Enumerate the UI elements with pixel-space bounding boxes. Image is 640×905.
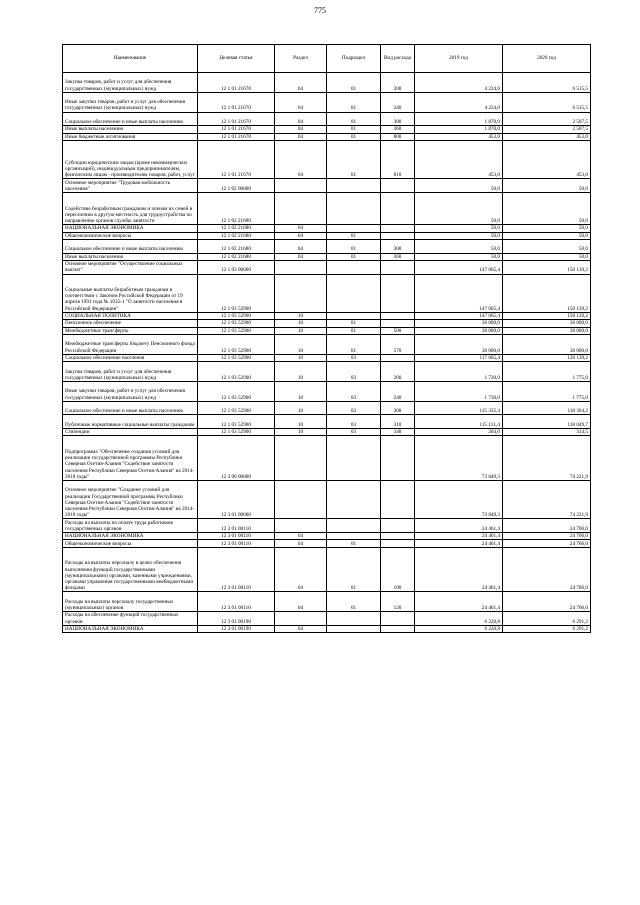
row-amount-2019: 6 220,8: [415, 612, 503, 626]
row-target-article: 12 3 01 00110: [198, 540, 275, 547]
row-name: Межбюджетные трансферты: [63, 327, 198, 334]
row-amount-2019: 147 065,4: [415, 312, 503, 319]
row-target-article: 12 3 01 00110: [198, 519, 275, 533]
row-target-article: 12 3 00 00000: [198, 436, 275, 481]
row-amount-2020: 24 706,0: [503, 533, 591, 540]
row-subsection: 01: [327, 253, 381, 260]
row-name: Расходы на выплаты по оплате труда работников государственных органов: [63, 519, 198, 533]
row-name: Социальное обеспечение и иные выплаты населению: [63, 401, 198, 415]
row-amount-2020: 50,0: [503, 192, 591, 224]
row-subsection: 01: [327, 327, 381, 334]
row-amount-2019: 50,0: [415, 239, 503, 253]
row-target-article: 12 1 01 21670: [198, 112, 275, 126]
row-target-article: 12 1 02 21680: [198, 253, 275, 260]
header-expense-type: Вид расхода: [381, 45, 415, 73]
row-name: Пенсионное обеспечение: [63, 320, 198, 327]
row-expense-type: [381, 225, 415, 232]
table-row: [63, 126, 591, 133]
row-section: [275, 481, 327, 519]
row-subsection: 03: [327, 401, 381, 415]
row-subsection: 03: [327, 429, 381, 436]
row-amount-2020: 50,0: [503, 179, 591, 193]
row-subsection: 01: [327, 335, 381, 355]
table-row: [63, 192, 591, 224]
row-expense-type: [381, 481, 415, 519]
row-target-article: 12 1 03 52900: [198, 401, 275, 415]
row-amount-2019: 24 461,4: [415, 540, 503, 547]
row-amount-2019: 30 000,0: [415, 327, 503, 334]
table-row: [63, 312, 591, 319]
table-row: [63, 612, 591, 626]
row-expense-type: [381, 260, 415, 274]
table-row: [63, 540, 591, 547]
row-amount-2019: 50,0: [415, 225, 503, 232]
row-subsection: 01: [327, 133, 381, 140]
row-name: Публичные нормативные социальные выплаты гражданам: [63, 415, 198, 429]
row-subsection: [327, 625, 381, 632]
row-name: Основное мероприятие "Осуществление социальных выплат": [63, 260, 198, 274]
row-section: [275, 179, 327, 193]
row-expense-type: 340: [381, 429, 415, 436]
row-amount-2020: 50,0: [503, 239, 591, 253]
row-target-article: 12 1 02 21680: [198, 232, 275, 239]
row-target-article: 12 3 01 00110: [198, 547, 275, 592]
table-row: [63, 239, 591, 253]
row-target-article: 12 1 03 52900: [198, 415, 275, 429]
table-row: [63, 625, 591, 632]
row-name: Подпрограмма "Обеспечение создания условий для реализации государственной программы Республики Северная Осетия-Алания "Содействие занятости населения Республики Северная Осетия-Алания" на 2014-2018 годы": [63, 436, 198, 481]
row-amount-2020: 24 706,0: [503, 519, 591, 533]
row-section: 04: [275, 547, 327, 592]
table-row: [63, 362, 591, 382]
row-amount-2019: 6 220,8: [415, 625, 503, 632]
row-name: Социальное обеспечение и иные выплаты населению: [63, 112, 198, 126]
row-amount-2020: 2 507,5: [503, 126, 591, 133]
row-target-article: 12 1 03 52900: [198, 335, 275, 355]
row-subsection: 03: [327, 354, 381, 361]
row-expense-type: 120: [381, 592, 415, 612]
row-expense-type: [381, 312, 415, 319]
row-expense-type: [381, 192, 415, 224]
row-amount-2019: 24 461,4: [415, 519, 503, 533]
row-expense-type: 800: [381, 133, 415, 140]
row-name: Социальное обеспечение населения: [63, 354, 198, 361]
row-amount-2019: 453,0: [415, 140, 503, 178]
row-amount-2020: 6 515,5: [503, 73, 591, 93]
row-subsection: 03: [327, 362, 381, 382]
table-row: [63, 260, 591, 274]
table-row: [63, 232, 591, 239]
row-target-article: 12 1 03 52900: [198, 327, 275, 334]
row-subsection: [327, 225, 381, 232]
table-row: [63, 401, 591, 415]
header-target-article: Целевая статья: [198, 45, 275, 73]
row-expense-type: [381, 179, 415, 193]
row-expense-type: 360: [381, 126, 415, 133]
header-subsection: Подраздел: [327, 45, 381, 73]
row-amount-2020: 150 139,2: [503, 274, 591, 312]
row-expense-type: [381, 232, 415, 239]
row-amount-2020: 118 364,2: [503, 401, 591, 415]
row-subsection: [327, 612, 381, 626]
row-expense-type: 500: [381, 327, 415, 334]
row-section: [275, 519, 327, 533]
row-amount-2019: 147 065,4: [415, 260, 503, 274]
row-expense-type: 300: [381, 239, 415, 253]
row-target-article: 12 3 01 00000: [198, 481, 275, 519]
row-name: Закупка товаров, работ и услуг для обеспечения государственных (муниципальных) нужд: [63, 73, 198, 93]
row-section: 10: [275, 354, 327, 361]
row-expense-type: [381, 320, 415, 327]
row-name: Стипендии: [63, 429, 198, 436]
row-name: Иные закупки товаров, работ и услуг для обеспечения государственных (муниципальных) нужд: [63, 92, 198, 112]
row-section: 04: [275, 112, 327, 126]
table-body: [63, 73, 591, 633]
row-subsection: [327, 192, 381, 224]
row-target-article: 12 3 01 00190: [198, 612, 275, 626]
row-section: 10: [275, 429, 327, 436]
row-subsection: [327, 260, 381, 274]
row-target-article: 12 1 01 21670: [198, 73, 275, 93]
row-name: Иные выплаты населению: [63, 253, 198, 260]
row-target-article: 12 1 03 52900: [198, 354, 275, 361]
row-amount-2019: 115 335,4: [415, 401, 503, 415]
row-expense-type: 100: [381, 547, 415, 592]
row-amount-2019: 24 461,4: [415, 533, 503, 540]
row-expense-type: 570: [381, 335, 415, 355]
row-section: 04: [275, 92, 327, 112]
row-amount-2019: 147 065,4: [415, 274, 503, 312]
table-row: [63, 140, 591, 178]
row-amount-2019: 1 730,0: [415, 382, 503, 402]
row-amount-2020: 1 775,0: [503, 362, 591, 382]
row-amount-2020: 6 291,2: [503, 625, 591, 632]
row-subsection: 03: [327, 382, 381, 402]
row-name: Межбюджетные трансферты бюджету Пенсионного фонда Российской Федерации: [63, 335, 198, 355]
row-subsection: 01: [327, 140, 381, 178]
row-section: [275, 612, 327, 626]
row-expense-type: 300: [381, 401, 415, 415]
table-row: [63, 429, 591, 436]
row-section: 04: [275, 253, 327, 260]
row-name: Закупка товаров, работ и услуг для обеспечения государственных (муниципальных) нужд: [63, 362, 198, 382]
row-amount-2019: 204,0: [415, 429, 503, 436]
table-row: [63, 592, 591, 612]
table-row: [63, 179, 591, 193]
table-row: [63, 274, 591, 312]
row-expense-type: 360: [381, 253, 415, 260]
row-name: Основное мероприятие "Трудовая мобильность населения": [63, 179, 198, 193]
row-target-article: 12 1 01 21670: [198, 92, 275, 112]
row-section: 04: [275, 625, 327, 632]
row-amount-2020: 24 706,0: [503, 540, 591, 547]
row-subsection: [327, 533, 381, 540]
row-amount-2019: 1 730,0: [415, 362, 503, 382]
row-amount-2019: 1 870,0: [415, 112, 503, 126]
table-row: [63, 547, 591, 592]
row-section: 04: [275, 232, 327, 239]
table-header-row: [63, 45, 591, 73]
table-row: [63, 481, 591, 519]
row-subsection: [327, 519, 381, 533]
row-section: 10: [275, 362, 327, 382]
row-amount-2019: 24 461,4: [415, 592, 503, 612]
row-expense-type: 200: [381, 73, 415, 93]
row-target-article: 12 1 02 00000: [198, 179, 275, 193]
row-section: 04: [275, 225, 327, 232]
table-row: [63, 436, 591, 481]
row-target-article: 12 1 03 52900: [198, 382, 275, 402]
row-name: Субсидии юридическим лицам (кроме некоммерческих организаций), индивидуальным предпринимателям, физическим лицам - производителям товаров, работ, услуг: [63, 140, 198, 178]
row-subsection: [327, 436, 381, 481]
row-amount-2020: 120 139,2: [503, 354, 591, 361]
table-row: [63, 533, 591, 540]
row-amount-2019: 50,0: [415, 253, 503, 260]
header-year-2020: 2020 год: [503, 45, 591, 73]
row-expense-type: 810: [381, 140, 415, 178]
table-row: [63, 225, 591, 232]
row-target-article: 12 1 03 52900: [198, 312, 275, 319]
row-amount-2019: 24 461,4: [415, 547, 503, 592]
row-section: 04: [275, 533, 327, 540]
row-section: 10: [275, 312, 327, 319]
row-name: Иные закупки товаров, работ и услуг для обеспечения государственных (муниципальных) нужд: [63, 382, 198, 402]
row-amount-2019: 50,0: [415, 192, 503, 224]
row-subsection: [327, 312, 381, 319]
row-amount-2020: 24 706,0: [503, 547, 591, 592]
row-expense-type: [381, 274, 415, 312]
row-amount-2019: 30 000,0: [415, 335, 503, 355]
row-name: Основное мероприятие "Создание условий для реализации Государственной программы Республики Северная Осетия-Алания "Содействие занятости населения Республики Северная Осетия-Алания" на 2014-2018 годы": [63, 481, 198, 519]
row-amount-2019: 1 870,0: [415, 126, 503, 133]
table-row: [63, 382, 591, 402]
row-name: Общеэкономические вопросы: [63, 540, 198, 547]
row-amount-2020: 30 000,0: [503, 335, 591, 355]
row-section: 04: [275, 133, 327, 140]
row-section: 10: [275, 401, 327, 415]
row-amount-2020: 74 221,9: [503, 481, 591, 519]
row-section: 04: [275, 592, 327, 612]
row-subsection: 01: [327, 239, 381, 253]
row-section: 10: [275, 415, 327, 429]
row-section: [275, 436, 327, 481]
row-amount-2019: 4 224,0: [415, 92, 503, 112]
row-target-article: 12 1 03 52900: [198, 274, 275, 312]
page-number: 775: [314, 6, 326, 15]
table-row: [63, 92, 591, 112]
row-amount-2019: 453,0: [415, 133, 503, 140]
row-amount-2019: 50,0: [415, 232, 503, 239]
row-amount-2019: 73 849,3: [415, 481, 503, 519]
row-expense-type: [381, 625, 415, 632]
table-row: [63, 335, 591, 355]
row-target-article: 12 1 02 21680: [198, 192, 275, 224]
row-section: 10: [275, 327, 327, 334]
row-name: Расходы на выплаты персоналу в целях обеспечения выполнения функций государственными (муниципальными) органами, казенными учреждениями, органами управления государственными внебюджетными фондами: [63, 547, 198, 592]
row-subsection: [327, 179, 381, 193]
row-amount-2020: 6 515,5: [503, 92, 591, 112]
header-name: Наименование: [63, 45, 198, 73]
row-amount-2019: 50,0: [415, 179, 503, 193]
row-subsection: 03: [327, 415, 381, 429]
table-row: [63, 133, 591, 140]
row-target-article: 12 1 02 21680: [198, 225, 275, 232]
row-subsection: 01: [327, 592, 381, 612]
table-row: [63, 320, 591, 327]
row-target-article: 12 1 01 21670: [198, 133, 275, 140]
row-subsection: 01: [327, 112, 381, 126]
row-expense-type: [381, 354, 415, 361]
row-name: Расходы на выплаты персоналу государственных (муниципальных) органов: [63, 592, 198, 612]
header-year-2019: 2019 год: [415, 45, 503, 73]
row-subsection: 01: [327, 540, 381, 547]
row-amount-2020: 30 000,0: [503, 320, 591, 327]
row-amount-2019: 4 224,0: [415, 73, 503, 93]
row-amount-2020: 6 291,2: [503, 612, 591, 626]
row-expense-type: [381, 533, 415, 540]
row-subsection: 01: [327, 126, 381, 133]
table-row: [63, 73, 591, 93]
table-row: [63, 354, 591, 361]
row-target-article: 12 1 03 00000: [198, 260, 275, 274]
row-amount-2020: 50,0: [503, 225, 591, 232]
row-amount-2020: 74 221,9: [503, 436, 591, 481]
row-target-article: 12 1 02 21680: [198, 239, 275, 253]
row-expense-type: [381, 540, 415, 547]
row-amount-2020: 2 507,5: [503, 112, 591, 126]
row-name: СОЦИАЛЬНАЯ ПОЛИТИКА: [63, 312, 198, 319]
row-name: НАЦИОНАЛЬНАЯ ЭКОНОМИКА: [63, 533, 198, 540]
row-name: Иные выплаты населению: [63, 126, 198, 133]
row-name: Иные бюджетные ассигнования: [63, 133, 198, 140]
row-subsection: 01: [327, 232, 381, 239]
row-section: 04: [275, 73, 327, 93]
row-amount-2020: 50,0: [503, 232, 591, 239]
row-target-article: 12 3 01 00190: [198, 625, 275, 632]
row-subsection: 01: [327, 547, 381, 592]
row-subsection: [327, 274, 381, 312]
row-target-article: 12 1 01 21670: [198, 140, 275, 178]
row-amount-2020: 30 000,0: [503, 327, 591, 334]
row-target-article: 12 1 01 21670: [198, 126, 275, 133]
row-section: 04: [275, 140, 327, 178]
row-target-article: 12 3 01 00110: [198, 533, 275, 540]
row-target-article: 12 1 03 52900: [198, 362, 275, 382]
table-row: [63, 415, 591, 429]
row-amount-2019: 73 849,3: [415, 436, 503, 481]
row-amount-2020: 453,0: [503, 133, 591, 140]
row-amount-2020: 150 139,2: [503, 260, 591, 274]
row-amount-2020: 118 049,7: [503, 415, 591, 429]
row-target-article: 12 3 01 00110: [198, 592, 275, 612]
row-target-article: 12 1 03 52900: [198, 320, 275, 327]
row-name: Содействие безработным гражданам и членам их семей в переселении в другую местность для трудоустройства по направлению органов службы занятости: [63, 192, 198, 224]
row-section: [275, 260, 327, 274]
row-expense-type: 240: [381, 92, 415, 112]
row-amount-2019: 117 065,4: [415, 354, 503, 361]
row-subsection: 01: [327, 92, 381, 112]
row-expense-type: 240: [381, 382, 415, 402]
row-amount-2020: 453,0: [503, 140, 591, 178]
row-amount-2019: 115 131,4: [415, 415, 503, 429]
row-amount-2020: 150 139,2: [503, 312, 591, 319]
table-row: [63, 519, 591, 533]
row-expense-type: [381, 436, 415, 481]
row-name: Социальные выплаты безработным гражданам в соответствии с Законом Российской Федерации от 19 апреля 1991 года № 1032-1 "О занятости населения в Российской Федерации": [63, 274, 198, 312]
table-row: [63, 112, 591, 126]
row-expense-type: 300: [381, 112, 415, 126]
row-name: Общеэкономические вопросы: [63, 232, 198, 239]
row-amount-2020: 24 706,0: [503, 592, 591, 612]
row-section: 10: [275, 382, 327, 402]
row-section: [275, 192, 327, 224]
row-name: Социальное обеспечение и иные выплаты населению: [63, 239, 198, 253]
row-amount-2020: 50,0: [503, 253, 591, 260]
row-name: НАЦИОНАЛЬНАЯ ЭКОНОМИКА: [63, 625, 198, 632]
row-amount-2020: 1 775,0: [503, 382, 591, 402]
row-target-article: 12 1 03 52900: [198, 429, 275, 436]
row-section: 04: [275, 239, 327, 253]
row-subsection: 01: [327, 320, 381, 327]
table-row: [63, 253, 591, 260]
row-section: 10: [275, 320, 327, 327]
row-name: НАЦИОНАЛЬНАЯ ЭКОНОМИКА: [63, 225, 198, 232]
row-subsection: [327, 481, 381, 519]
table-row: [63, 327, 591, 334]
row-expense-type: [381, 519, 415, 533]
row-section: 10: [275, 335, 327, 355]
row-subsection: 01: [327, 73, 381, 93]
row-section: 04: [275, 540, 327, 547]
row-expense-type: [381, 612, 415, 626]
row-amount-2020: 314,5: [503, 429, 591, 436]
row-section: 04: [275, 126, 327, 133]
row-section: [275, 274, 327, 312]
row-name: Расходы на обеспечение функций государственных органов: [63, 612, 198, 626]
row-expense-type: 200: [381, 362, 415, 382]
budget-table: [62, 44, 591, 633]
row-expense-type: 310: [381, 415, 415, 429]
header-section: Раздел: [275, 45, 327, 73]
row-amount-2019: 30 000,0: [415, 320, 503, 327]
